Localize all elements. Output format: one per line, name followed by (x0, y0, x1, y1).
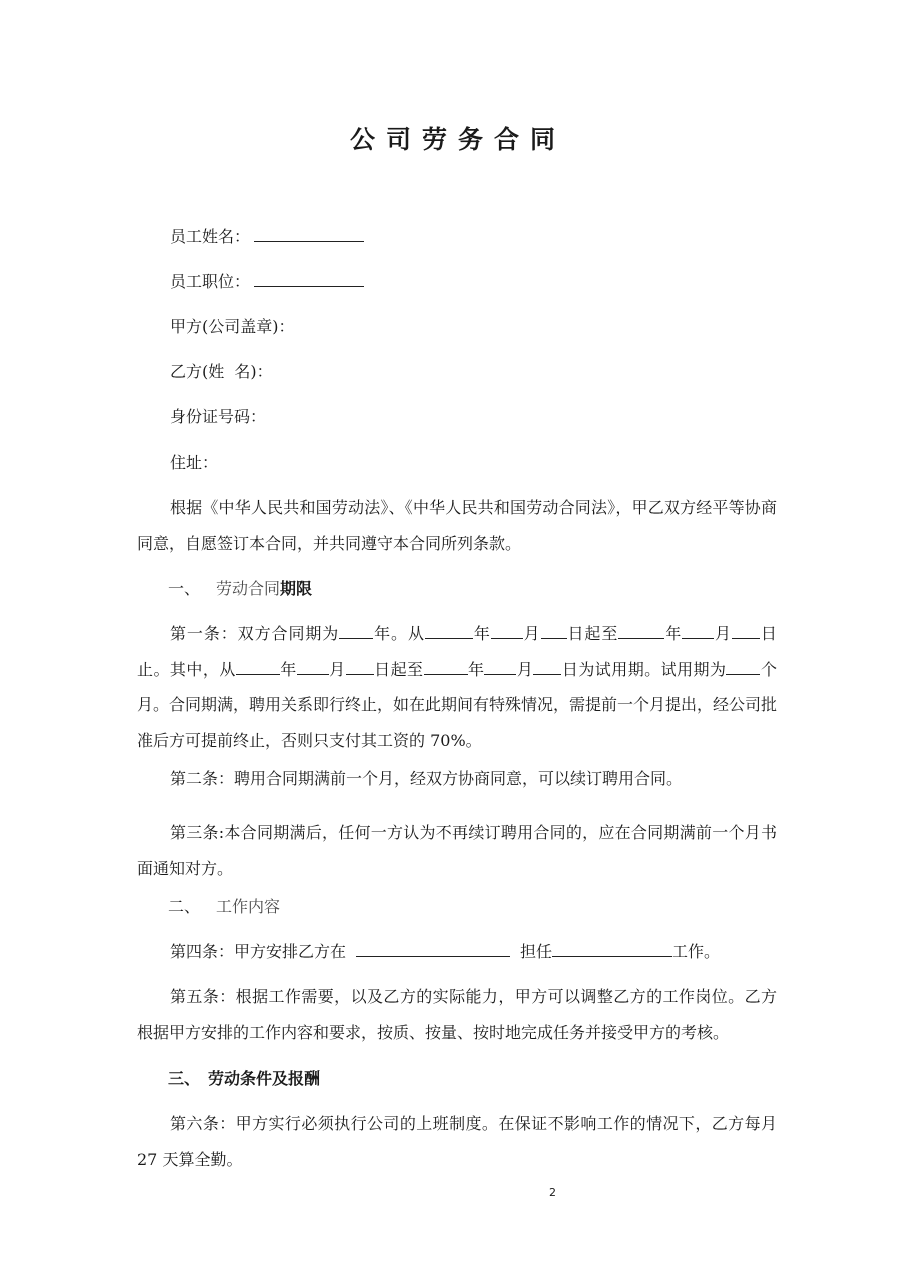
blank-start-day (541, 624, 567, 639)
section-2-number: 二、 (168, 897, 201, 916)
party-b-label: 乙方(姓 名)： (170, 362, 273, 381)
employee-name-blank (254, 227, 364, 242)
section-1-heading (168, 579, 312, 599)
blank-start-year (425, 624, 473, 639)
blank-trial-start-year (236, 660, 280, 675)
id-number-label: 身份证号码： (170, 407, 267, 426)
blank-trial-end-year (424, 660, 468, 675)
contract-title: 公司劳务合同 (349, 125, 566, 154)
blank-end-day (732, 624, 760, 639)
party-a-label: 甲方(公司盖章)： (170, 317, 295, 336)
art4-text-2: 担任 (520, 942, 553, 961)
blank-work-location (356, 942, 510, 957)
blank-end-month (682, 624, 714, 639)
art4-text-1: 第四条：甲方安排乙方在 (170, 942, 347, 961)
blank-trial-end-month (484, 660, 516, 675)
blank-trial-start-day (346, 660, 374, 675)
article-4 (137, 934, 777, 970)
blank-contract-years (339, 624, 373, 639)
blank-start-month (491, 624, 523, 639)
section-1-number: 一、 (168, 579, 201, 598)
employee-position-blank (254, 272, 364, 287)
art1-text-10: 月 (328, 659, 346, 679)
section-1-title-bold: 期限 (280, 579, 313, 598)
art1-text-7: 月 (714, 624, 732, 643)
art1-text-14: 日为试用期。试用期为 (561, 659, 727, 679)
section-3-title: 劳动条件及报酬 (208, 1069, 321, 1088)
art1-text-15: 个月。合同期满，聘用关系即行终止，如在此期间有特殊情况，需提前一个月提出，经公司批准后方可提前终止，否则只支付其工资的 70%。 (137, 659, 778, 750)
blank-trial-start-month (297, 660, 329, 675)
section-3-heading (168, 1069, 320, 1089)
employee-position-label: 员工职位： (170, 272, 251, 291)
section-1-title (216, 579, 312, 598)
article-6: 第六条：甲方实行必须执行公司的上班制度。在保证不影响工作的情况下，乙方每月27 天算全勤。 (137, 1114, 777, 1169)
section-2-heading (168, 897, 280, 917)
blank-trial-months (726, 660, 760, 675)
art1-text-11: 日起至 (373, 659, 424, 679)
section-3-number: 三、 (168, 1069, 201, 1088)
page-number: 2 (549, 1186, 556, 1199)
art4-text-3: 工作。 (672, 942, 721, 961)
art1-text-12: 年 (467, 659, 485, 679)
employee-position-field (170, 272, 364, 292)
art1-text-4: 月 (522, 624, 541, 643)
employee-name-label: 员工姓名： (170, 227, 251, 246)
intro-paragraph: 根据《中华人民共和国劳动法》、《中华人民共和国劳动合同法》，甲乙双方经平等协商同意，自愿签订本合同，并共同遵守本合同所列条款。 (137, 498, 777, 553)
article-5: 第五条：根据工作需要，以及乙方的实际能力，甲方可以调整乙方的工作岗位。乙方根据甲方安排的工作内容和要求，按质、按量、按时地完成任务并接受甲方的考核。 (137, 987, 777, 1042)
art1-text-3: 年 (472, 624, 491, 643)
article-3: 第三条:本合同期满后，任何一方认为不再续订聘用合同的，应在合同期满前一个月书面通知对方。 (137, 823, 777, 878)
art1-text-13: 月 (516, 659, 534, 679)
blank-trial-end-day (533, 660, 561, 675)
employee-name-field (170, 227, 364, 247)
article-2: 第二条：聘用合同期满前一个月，经双方协商同意，可以续订聘用合同。 (170, 769, 683, 788)
section-1-title-light: 劳动合同 (216, 579, 281, 598)
art1-text-5: 日起至 (566, 624, 619, 643)
blank-end-year (618, 624, 664, 639)
art1-text-6: 年 (664, 624, 683, 643)
art1-text-9: 年 (279, 659, 297, 679)
address-label: 住址： (170, 453, 219, 472)
blank-job-title (552, 942, 672, 957)
section-2-title: 工作内容 (216, 897, 281, 916)
article-1 (137, 616, 777, 758)
art1-text-2: 年。从 (373, 624, 425, 643)
art1-text-1: 第一条：双方合同期为 (170, 624, 340, 643)
art1-text-8: 日止。其中，从 (137, 624, 777, 679)
